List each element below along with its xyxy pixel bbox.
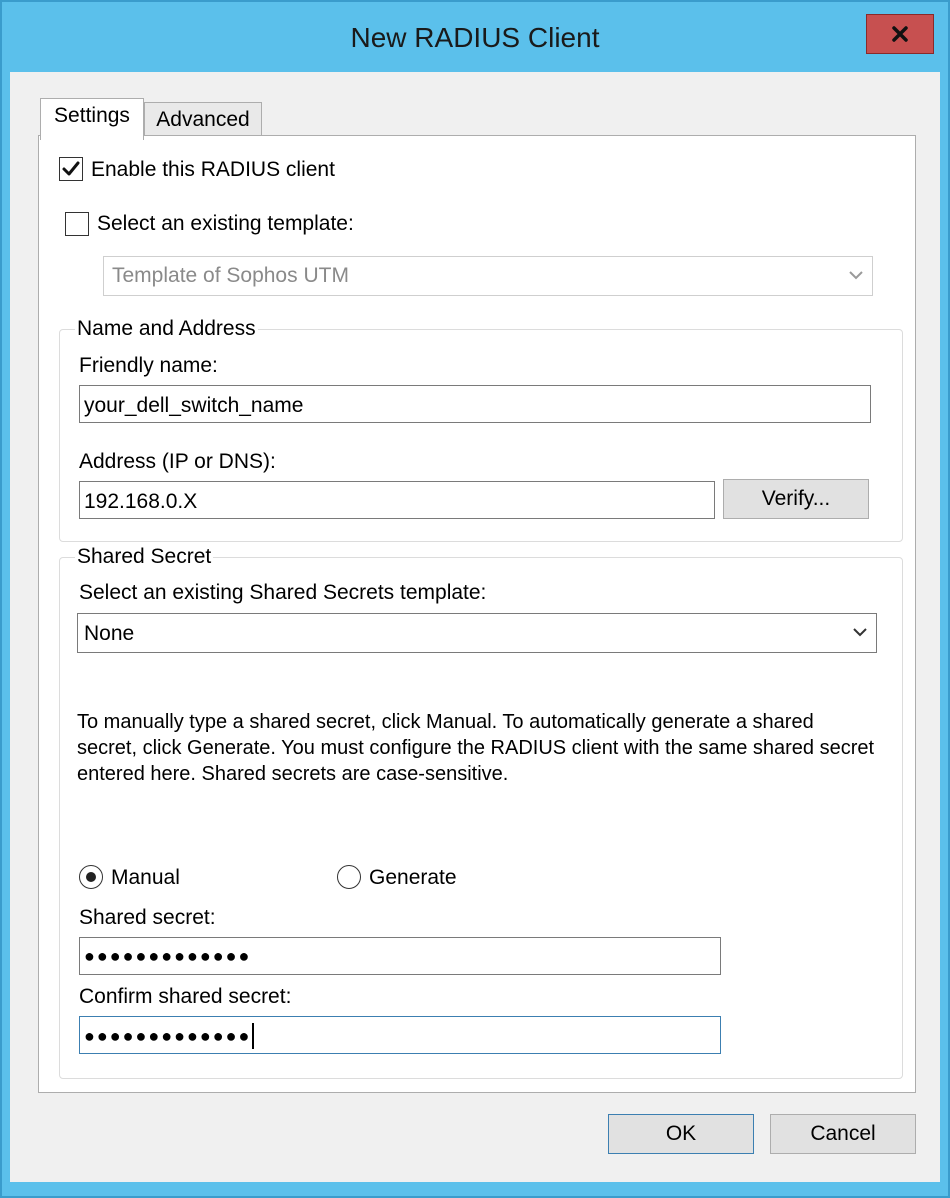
- friendly-name-value: your_dell_switch_name: [84, 394, 304, 417]
- existing-template-label: Select an existing template:: [97, 212, 354, 235]
- checkmark-icon: [61, 159, 81, 179]
- chevron-down-icon: [848, 269, 864, 281]
- confirm-secret-mask: ●●●●●●●●●●●●●: [84, 1025, 252, 1046]
- dialog-client-area: [10, 72, 940, 1182]
- close-button[interactable]: [866, 14, 934, 54]
- existing-template-checkbox[interactable]: [65, 212, 89, 236]
- ok-button-label: OK: [665, 1122, 697, 1145]
- chevron-down-icon: [852, 626, 868, 638]
- secret-template-label: Select an existing Shared Secrets template:: [79, 581, 487, 604]
- radio-selected-dot: [86, 872, 96, 882]
- secret-template-value: None: [84, 622, 135, 645]
- manual-radio-label: Manual: [111, 866, 180, 889]
- secret-template-select[interactable]: [77, 613, 877, 653]
- enable-client-checkbox[interactable]: [59, 157, 83, 181]
- tab-advanced[interactable]: [144, 102, 262, 138]
- shared-secret-input[interactable]: [79, 937, 721, 975]
- verify-button[interactable]: [723, 479, 869, 519]
- shared-secret-label: Shared secret:: [79, 906, 216, 929]
- confirm-secret-label: Confirm shared secret:: [79, 985, 292, 1008]
- friendly-name-input[interactable]: [79, 385, 871, 423]
- tab-settings-label: Settings: [54, 104, 130, 127]
- shared-secret-legend: Shared Secret: [77, 545, 212, 568]
- window-title: New RADIUS Client: [350, 22, 600, 53]
- verify-button-label: Verify...: [761, 487, 831, 510]
- template-select[interactable]: [103, 256, 873, 296]
- ok-button[interactable]: [608, 1114, 754, 1154]
- shared-secret-mask: ●●●●●●●●●●●●●: [84, 946, 252, 966]
- manual-radio[interactable]: [79, 865, 103, 889]
- close-icon: [891, 25, 909, 43]
- confirm-secret-input[interactable]: [79, 1016, 721, 1054]
- settings-panel: [38, 135, 916, 1093]
- cancel-button[interactable]: [770, 1114, 916, 1154]
- address-value: 192.168.0.X: [84, 490, 198, 513]
- address-input[interactable]: [79, 481, 715, 519]
- tab-advanced-label: Advanced: [156, 108, 250, 131]
- template-select-value: Template of Sophos UTM: [112, 264, 349, 287]
- tab-settings[interactable]: [40, 98, 144, 140]
- enable-client-label: Enable this RADIUS client: [91, 158, 335, 181]
- name-address-legend: Name and Address: [77, 317, 256, 340]
- cancel-button-label: Cancel: [810, 1122, 876, 1145]
- address-label: Address (IP or DNS):: [79, 450, 276, 473]
- title-bar[interactable]: [2, 2, 948, 72]
- shared-secret-description: To manually type a shared secret, click Manual. To automatically generate a shared secret, click Generate. You must configure the RADIUS client with the same shared secret entered here. Shared secrets are case-sensitive.: [77, 711, 875, 785]
- generate-radio[interactable]: [337, 865, 361, 889]
- generate-radio-label: Generate: [369, 866, 457, 889]
- friendly-name-label: Friendly name:: [79, 354, 218, 377]
- text-caret: [252, 1023, 254, 1049]
